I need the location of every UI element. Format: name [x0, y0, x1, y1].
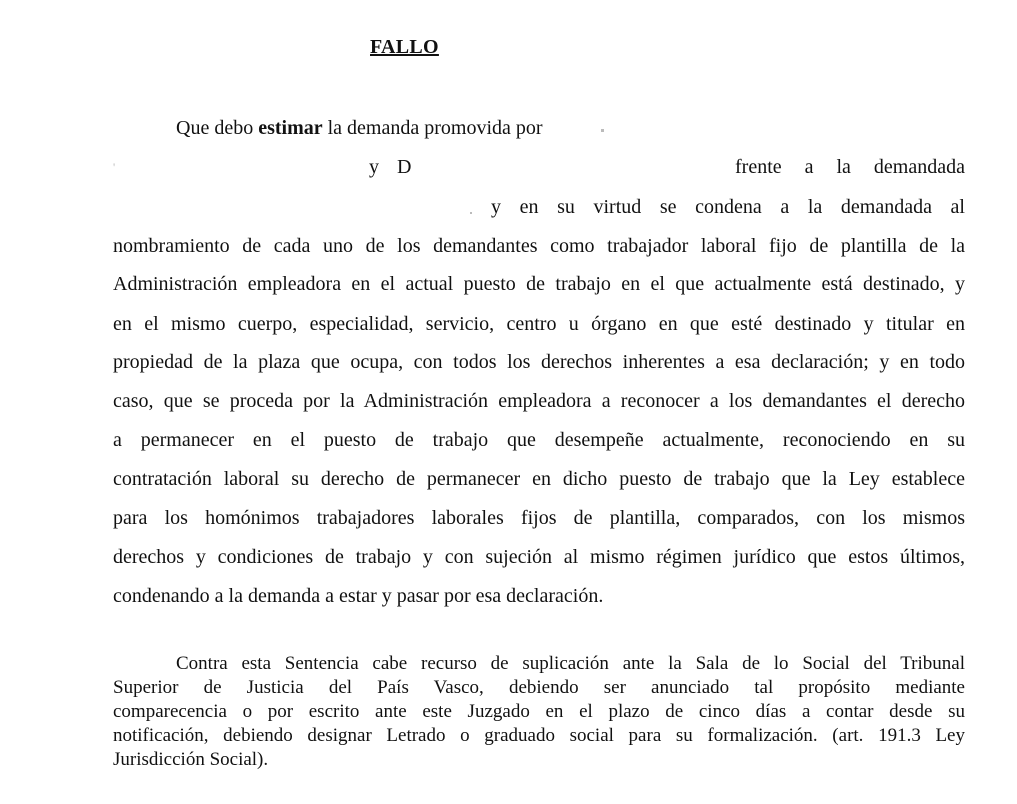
ruling-line: contratación laboral su derecho de permanecer en dicho puesto de trabajo que la Ley establece	[113, 468, 965, 490]
ruling-title: FALLO	[370, 36, 439, 58]
ruling-line: nombramiento de cada uno de los demandantes como trabajador laboral fijo de plantilla de la	[113, 235, 965, 257]
ruling-line: derechos y condiciones de trabajo y con sujeción al mismo régimen jurídico que estos últimos,	[113, 546, 965, 568]
redaction-mark	[601, 129, 604, 132]
ruling-line-2-tail: frente a la demandada	[735, 156, 965, 178]
ruling-line-1-post: la demanda promovida por	[322, 117, 543, 139]
appeal-last-line: Jurisdicción Social).	[113, 749, 269, 770]
ruling-line-1-pre: Que debo	[176, 117, 259, 139]
appeal-line: Superior de Justicia del País Vasco, debiendo ser anunciado tal propósito mediante	[113, 677, 965, 698]
redaction-mark: '	[113, 160, 116, 174]
ruling-line: en el mismo cuerpo, especialidad, servicio, centro u órgano en que esté destinado y titular en	[113, 313, 965, 335]
ruling-line: para los homónimos trabajadores laborales fijos de plantilla, comparados, con los mismos	[113, 507, 965, 529]
ruling-line-2-y: y	[369, 156, 379, 178]
ruling-last-line: condenando a la demanda a estar y pasar por esa declaración.	[113, 585, 604, 607]
ruling-line: a permanecer en el puesto de trabajo que desempeñe actualmente, reconociendo en su	[113, 429, 965, 451]
ruling-line: caso, que se proceda por la Administración empleadora a reconocer a los demandantes el derecho	[113, 390, 965, 412]
appeal-line: comparecencia o por escrito ante este Juzgado en el plazo de cinco días a contar desde su	[113, 701, 965, 722]
ruling-line: Administración empleadora en el actual puesto de trabajo en el que actualmente está destinado, y	[113, 273, 965, 295]
appeal-line: notificación, debiendo designar Letrado o graduado social para su formalización. (art. 191.3 Ley	[113, 725, 965, 746]
ruling-line-3-tail: y en su virtud se condena a la demandada al	[491, 196, 965, 218]
redaction-mark	[470, 212, 472, 214]
ruling-line-2-initial: D	[397, 156, 412, 178]
ruling-line: propiedad de la plaza que ocupa, con todos los derechos inherentes a esa declaración; y en todo	[113, 351, 965, 373]
ruling-keyword-estimar: estimar	[258, 117, 323, 139]
ruling-line-1	[176, 116, 543, 140]
appeal-line-1: Contra esta Sentencia cabe recurso de suplicación ante la Sala de lo Social del Tribunal	[176, 653, 965, 674]
